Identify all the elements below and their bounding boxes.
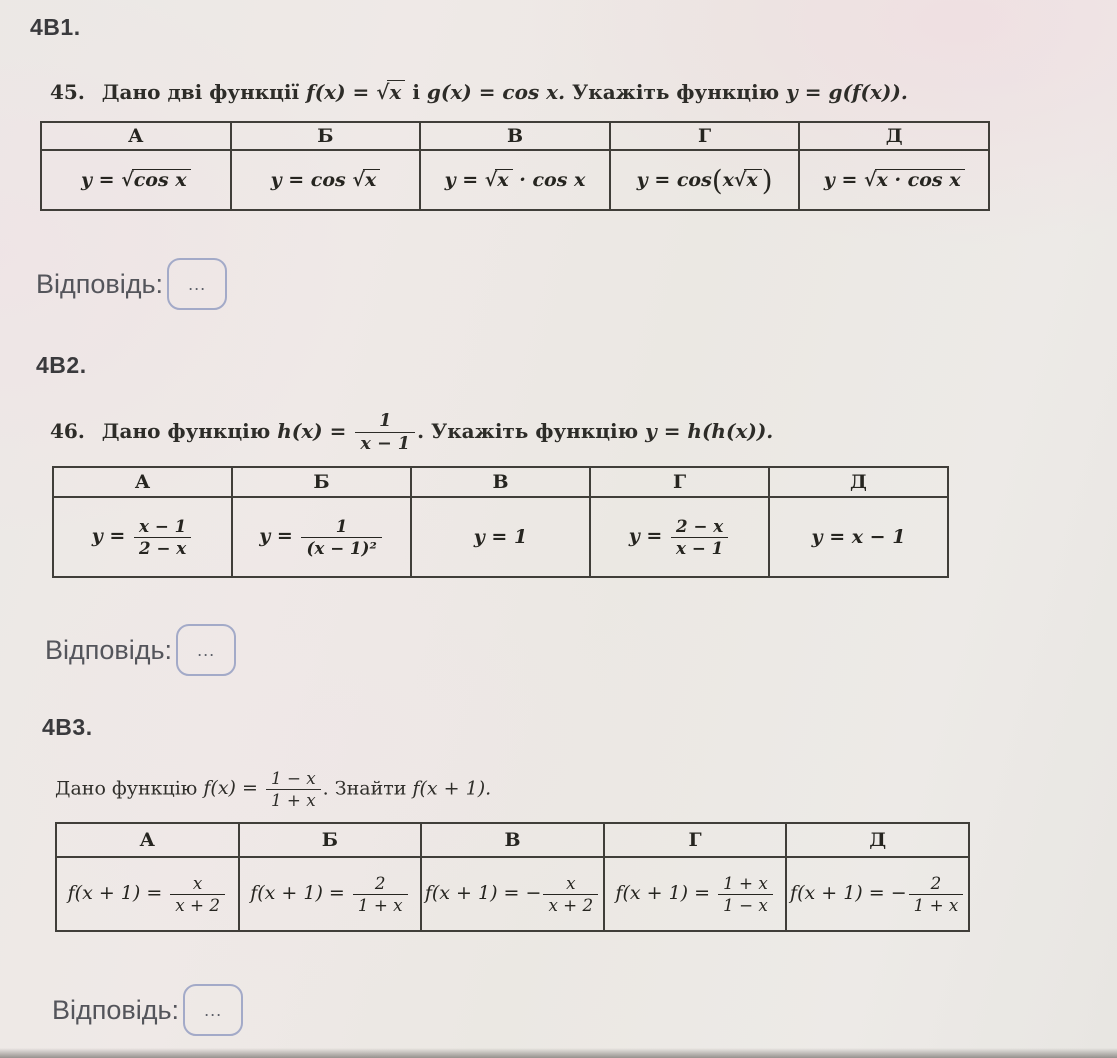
option-header-a: А	[41, 122, 231, 150]
question-46	[50, 410, 773, 455]
formula	[91, 515, 193, 558]
answer-row-1	[36, 258, 227, 310]
formula	[67, 872, 227, 915]
formula-pre: y = cos	[636, 168, 712, 191]
ellipsis-placeholder: ...	[197, 639, 216, 660]
formula	[271, 169, 381, 191]
formula: y = x − 1	[811, 526, 906, 548]
formula-pre: f(x + 1) =	[615, 882, 711, 904]
options-table-45	[40, 121, 990, 211]
question-number: 45.	[50, 80, 85, 104]
question-text: . Укажіть функцію	[417, 418, 639, 443]
option-cell-v	[421, 857, 604, 931]
option-header-a: А	[53, 467, 232, 497]
formula-pre: y =	[823, 169, 858, 191]
numerator: x	[192, 872, 203, 893]
fraction	[134, 516, 191, 559]
fraction	[543, 873, 598, 916]
denominator: 1 + x	[266, 789, 321, 811]
close-paren: )	[761, 164, 773, 197]
formula	[445, 169, 586, 191]
option-header-b: Б	[232, 467, 411, 497]
answer-row-3	[52, 984, 243, 1036]
formula-pre: y =	[81, 169, 115, 191]
option-header-v: В	[420, 122, 610, 150]
formula-pre: y =	[91, 525, 126, 547]
formula-mid: x	[722, 168, 734, 191]
formula	[824, 169, 965, 191]
math-target: f(x + 1).	[412, 777, 492, 800]
formula-pre: f(x + 1) = −	[790, 882, 907, 904]
options-table-4b3	[55, 822, 970, 932]
sqrt-radical	[121, 169, 190, 191]
radicand: x	[387, 80, 405, 103]
math-target: y = h(h(x)).	[645, 418, 774, 443]
sqrt-radical	[352, 169, 380, 191]
math-h-definition	[277, 410, 417, 454]
option-cell-d	[769, 497, 948, 577]
numerator: 2	[930, 872, 942, 893]
denominator: x + 2	[543, 894, 598, 916]
fraction	[170, 873, 225, 916]
option-header-d: Д	[799, 122, 989, 150]
ellipsis-placeholder: ...	[188, 273, 207, 294]
option-header-b: Б	[231, 122, 421, 150]
option-cell-g	[610, 150, 800, 210]
formula	[250, 872, 409, 915]
option-cell-b	[239, 857, 422, 931]
radical-sign: √	[733, 168, 747, 191]
fraction	[718, 873, 773, 916]
section-heading-4b2: 4B2.	[36, 352, 87, 378]
math-f-definition	[306, 80, 405, 104]
option-cell-a	[41, 150, 231, 210]
option-cell-d	[786, 857, 969, 931]
answer-label: Відповідь:	[36, 268, 164, 299]
option-header-g: Г	[610, 122, 800, 150]
open-paren: (	[711, 164, 723, 197]
option-header-d: Д	[786, 823, 969, 857]
fraction	[353, 873, 408, 916]
formula-pre: y =	[628, 525, 663, 547]
denominator: (x − 1)²	[301, 537, 381, 559]
answer-label: Відповідь:	[52, 994, 180, 1025]
formula	[615, 872, 774, 915]
option-cell-v	[420, 150, 610, 210]
question-text: Дано функцію	[101, 418, 271, 443]
radicand: x	[495, 169, 512, 191]
denominator: 2 − x	[134, 537, 191, 559]
formula-pre: f(x + 1) =	[67, 882, 163, 904]
options-table-46	[52, 466, 949, 578]
formula-pre: y = cos	[270, 169, 346, 191]
formula-post: · cos x	[519, 169, 586, 191]
answer-input[interactable]	[176, 624, 236, 676]
fraction	[909, 873, 964, 916]
option-header-b: Б	[239, 823, 422, 857]
option-cell-a	[56, 857, 239, 931]
formula	[81, 169, 191, 191]
numerator: 2 − x	[675, 515, 724, 536]
numerator: 1	[335, 515, 348, 536]
option-header-a: А	[56, 823, 239, 857]
fraction	[355, 410, 415, 455]
sqrt-radical	[376, 80, 405, 104]
sqrt-radical	[734, 169, 762, 191]
question-text: Дано функцію	[55, 777, 198, 800]
denominator: 1 + x	[909, 894, 964, 916]
radical-sign: √	[352, 169, 365, 191]
formula-pre: y =	[444, 169, 479, 191]
sqrt-radical	[864, 169, 965, 191]
fraction	[671, 516, 728, 559]
answer-input[interactable]	[167, 258, 227, 310]
question-45	[50, 80, 908, 104]
radicand: x · cos x	[875, 169, 965, 191]
option-cell-b	[231, 150, 421, 210]
question-4b3	[55, 768, 491, 811]
radicand: x	[363, 169, 380, 191]
sqrt-radical	[485, 169, 513, 191]
radical-sign: √	[484, 169, 498, 191]
radicand: cos x	[132, 169, 191, 191]
formula	[424, 872, 600, 915]
math-target: y = g(f(x)).	[786, 80, 908, 104]
denominator: x + 2	[170, 894, 225, 916]
option-cell-d	[799, 150, 989, 210]
option-cell-v	[411, 497, 590, 577]
numerator: 1 + x	[723, 872, 768, 893]
formula: y = 1	[473, 526, 528, 548]
denominator: 1 − x	[718, 894, 773, 916]
numerator: 1	[379, 410, 392, 431]
answer-row-2	[45, 624, 236, 676]
fraction	[266, 768, 321, 811]
numerator: x − 1	[138, 515, 187, 536]
question-number: 46.	[50, 418, 85, 443]
option-header-g: Г	[590, 467, 769, 497]
option-header-d: Д	[769, 467, 948, 497]
formula-pre: h(x) =	[277, 418, 347, 443]
formula	[259, 515, 384, 558]
formula-pre: f(x) =	[306, 80, 370, 104]
ellipsis-placeholder: ...	[204, 999, 223, 1020]
option-cell-a	[53, 497, 232, 577]
numerator: x	[566, 872, 576, 893]
formula	[790, 872, 965, 915]
numerator: 1 − x	[270, 768, 316, 788]
radicand: x	[744, 169, 761, 191]
section-heading-4b3: 4B3.	[42, 714, 93, 740]
math-g-definition: g(x) = cos x.	[426, 80, 566, 104]
fraction	[301, 516, 381, 559]
option-header-v: В	[411, 467, 590, 497]
formula-pre: f(x + 1) =	[250, 882, 345, 904]
formula	[636, 164, 773, 197]
option-header-v: В	[421, 823, 604, 857]
question-text: Дано дві функції	[101, 80, 300, 104]
denominator: 1 + x	[353, 894, 408, 916]
formula-pre: y =	[259, 525, 293, 547]
question-text: . Знайти	[322, 777, 407, 800]
formula-pre: f(x + 1) = −	[424, 882, 542, 904]
option-cell-g	[604, 857, 787, 931]
radical-sign: √	[864, 169, 877, 191]
radical-sign: √	[121, 169, 134, 191]
formula-pre: f(x) =	[203, 777, 258, 800]
option-cell-g	[590, 497, 769, 577]
question-text: Укажіть функцію	[572, 80, 780, 104]
answer-input[interactable]	[183, 984, 243, 1036]
option-header-g: Г	[604, 823, 787, 857]
denominator: x − 1	[671, 537, 728, 559]
conjunction: і	[412, 80, 420, 104]
option-cell-b	[232, 497, 411, 577]
formula	[628, 515, 730, 558]
radical-sign: √	[376, 80, 390, 104]
bottom-shadow	[0, 1048, 1117, 1058]
section-heading-4b1: 4B1.	[30, 14, 81, 40]
math-f-definition	[203, 768, 322, 810]
answer-label: Відповідь:	[45, 634, 173, 665]
numerator: 2	[374, 872, 386, 893]
denominator: x − 1	[355, 432, 415, 455]
